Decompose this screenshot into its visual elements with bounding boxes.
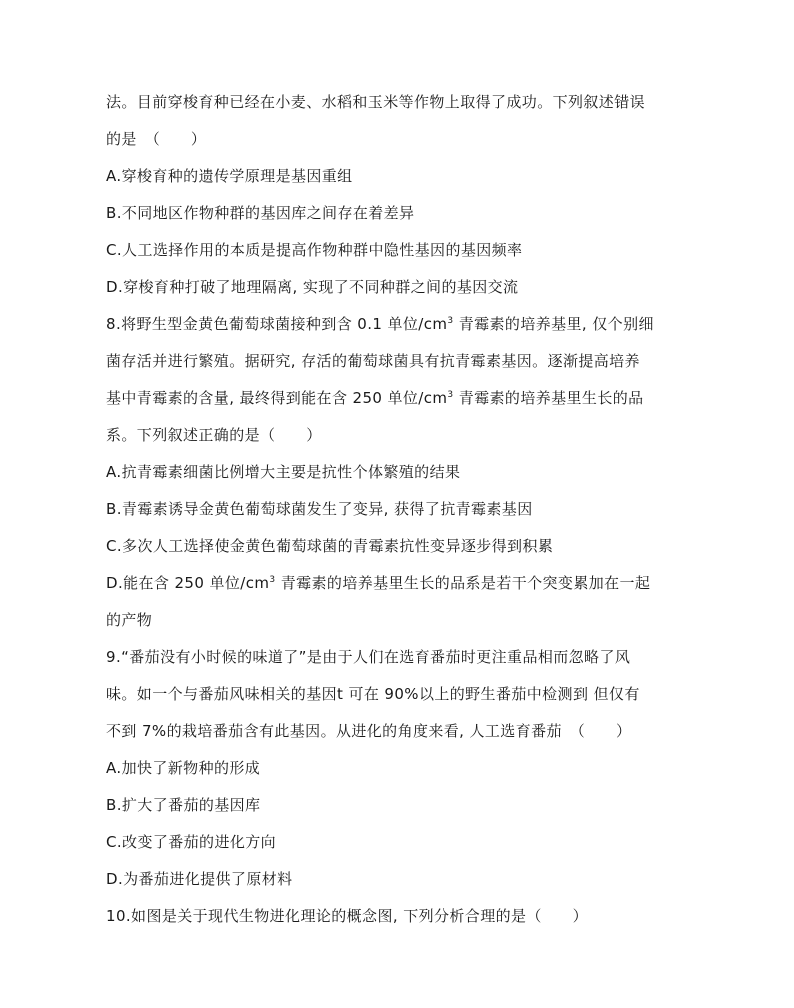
q8-stem-line-3 bbox=[106, 384, 694, 421]
q8-stem-line-1-text-b: 青霉素的培养基里, 仅个别细 bbox=[453, 315, 654, 333]
q8-stem-line-2: 菌存活并进行繁殖。据研究, 存活的葡萄球菌具有抗青霉素基因。逐渐提高培养 bbox=[106, 352, 640, 370]
q8-option-d-text-a: D.能在含 250 单位/cm bbox=[106, 574, 270, 592]
q8-stem-line-3-superscript: 3 bbox=[447, 390, 454, 400]
q7-option-a: A.穿梭育种的遗传学原理是基因重组 bbox=[106, 167, 353, 185]
q7-stem-line-1: 法。目前穿梭育种已经在小麦、水稻和玉米等作物上取得了成功。下列叙述错误 bbox=[106, 93, 646, 111]
q7-option-c: C.人工选择作用的本质是提高作物种群中隐性基因的基因频率 bbox=[106, 241, 523, 259]
q8-option-d-line-2: 的产物 bbox=[106, 611, 153, 629]
q8-stem-line-3-text-a: 基中青霉素的含量, 最终得到能在含 250 单位/cm bbox=[106, 389, 448, 407]
q8-stem-line-4: 系。下列叙述正确的是（ ） bbox=[106, 426, 322, 444]
q9-option-b: B.扩大了番茄的基因库 bbox=[106, 796, 261, 814]
q8-stem-line-1-text-a: 8.将野生型金黄色葡萄球菌接种到含 0.1 单位/cm bbox=[106, 315, 448, 333]
q8-option-c: C.多次人工选择使金黄色葡萄球菌的青霉素抗性变异逐步得到积累 bbox=[106, 537, 554, 555]
q9-option-c: C.改变了番茄的进化方向 bbox=[106, 833, 277, 851]
q9-option-d: D.为番茄进化提供了原材料 bbox=[106, 870, 293, 888]
q8-stem-line-1-superscript: 3 bbox=[447, 316, 454, 326]
q9-stem-line-1: 9.“番茄没有小时候的味道了”是由于人们在选育番茄时更注重品相而忽略了风 bbox=[106, 648, 631, 666]
q8-stem-line-3-text-b: 青霉素的培养基里生长的品 bbox=[453, 389, 644, 407]
q8-option-a: A.抗青霉素细菌比例增大主要是抗性个体繁殖的结果 bbox=[106, 463, 461, 481]
q8-option-b: B.青霉素诱导金黄色葡萄球菌发生了变异, 获得了抗青霉素基因 bbox=[106, 500, 533, 518]
q7-stem-line-2: 的是 （ ） bbox=[106, 130, 207, 148]
q7-option-b: B.不同地区作物种群的基因库之间存在着差异 bbox=[106, 204, 415, 222]
q8-stem-line-1 bbox=[106, 310, 694, 347]
q9-stem-line-2: 味。如一个与番茄风味相关的基因t 可在 90%以上的野生番茄中检测到 但仅有 bbox=[106, 685, 640, 703]
q9-option-a: A.加快了新物种的形成 bbox=[106, 759, 261, 777]
q8-option-d-superscript: 3 bbox=[269, 575, 276, 585]
q10-stem-line-1: 10.如图是关于现代生物进化理论的概念图, 下列分析合理的是（ ） bbox=[106, 907, 588, 925]
q8-option-d bbox=[106, 569, 694, 606]
q7-option-d: D.穿梭育种打破了地理隔离, 实现了不同种群之间的基因交流 bbox=[106, 278, 519, 296]
q8-option-d-text-b: 青霉素的培养基里生长的品系是若干个突变累加在一起 bbox=[275, 574, 651, 592]
q9-stem-line-3: 不到 7%的栽培番茄含有此基因。从进化的角度来看, 人工选育番茄 （ ） bbox=[106, 722, 632, 740]
document-page bbox=[106, 88, 694, 939]
